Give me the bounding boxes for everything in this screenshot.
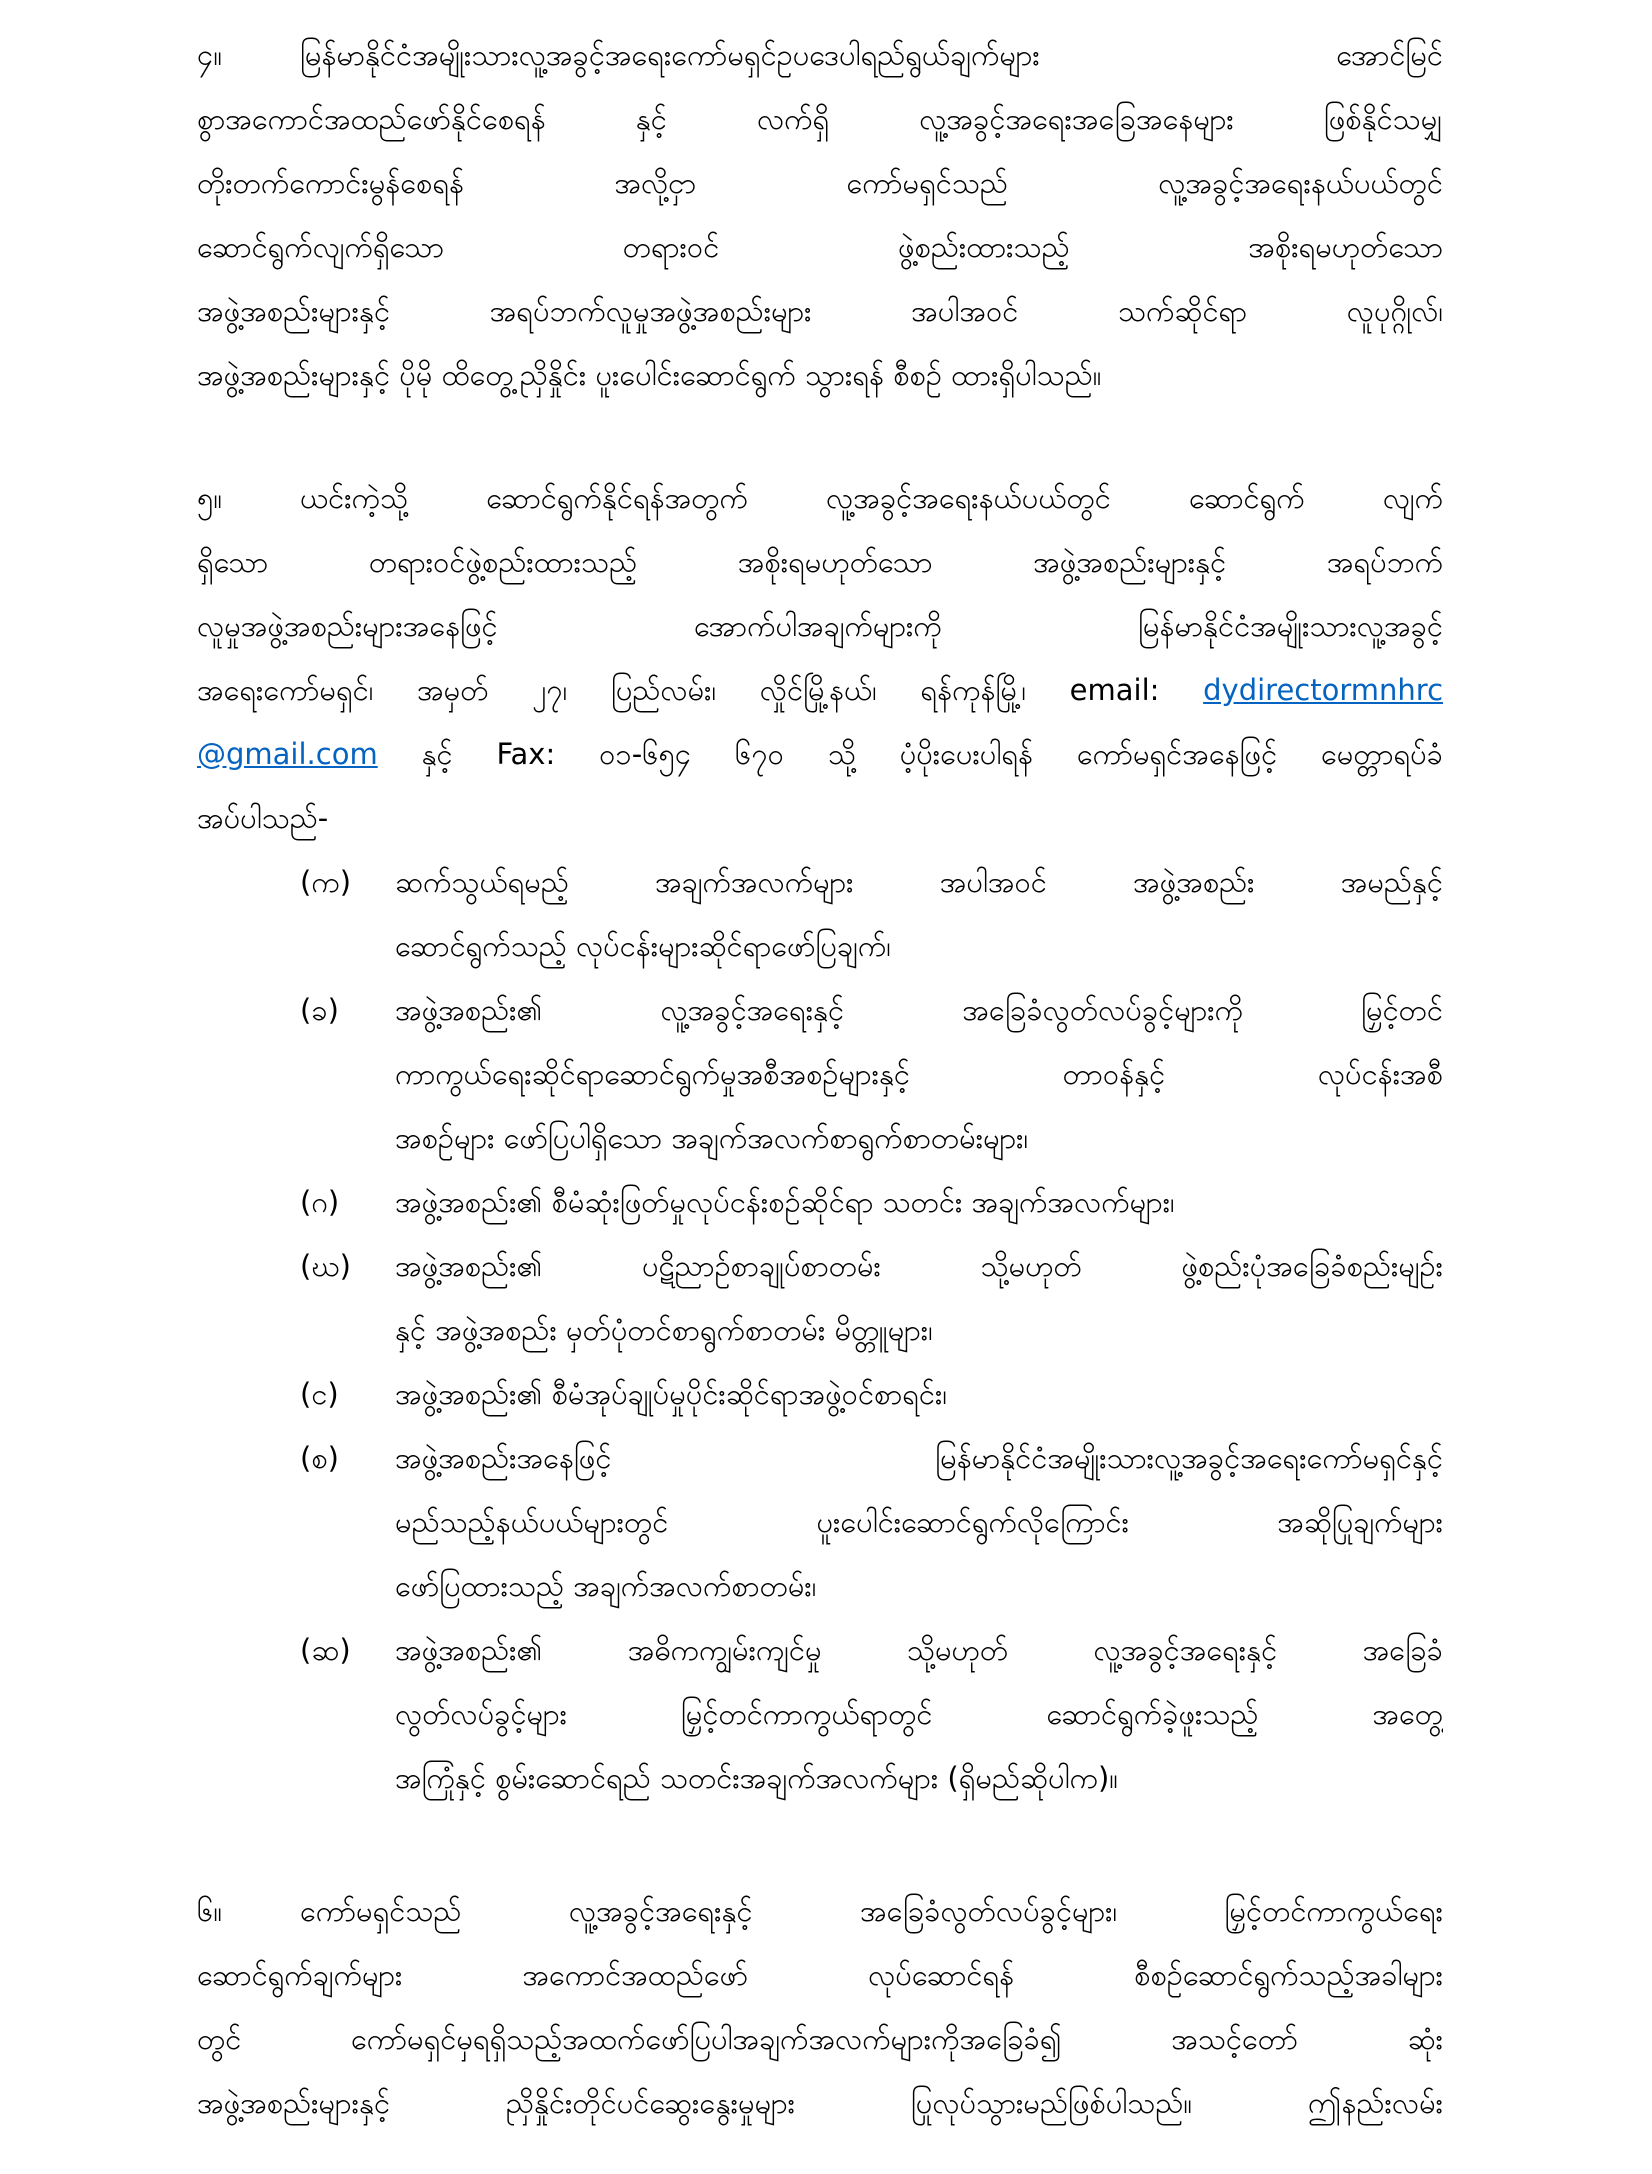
list-item-line: ကာကွယ်ရေးဆိုင်ရာဆောင်ရွက်မှုအစီအစဉ်များနှင့် တာဝန်နှင့် လုပ်ငန်းအစီ bbox=[395, 1057, 1443, 1091]
list-item-line: ဆက်သွယ်ရမည့် အချက်အလက်များ အပါအဝင် အဖွဲ့အစည်း အမည်နှင့် bbox=[395, 865, 1443, 899]
section-6-line: ဆောင်ရွက်ချက်များ အကောင်အထည်ဖော် လုပ်ဆောင်ရန် စီစဉ်ဆောင်ရွက်သည့်အခါများ bbox=[197, 1958, 1443, 1992]
section-5 bbox=[197, 466, 1443, 1810]
list-item-line: အဖွဲ့အစည်းအနေဖြင့် မြန်မာနိုင်ငံအမျိုးသားလူ့အခွင့်အရေးကော်မရှင်နှင့် bbox=[395, 1441, 1443, 1475]
email-link[interactable]: dydirectormnhrc bbox=[1203, 673, 1443, 707]
section-4-line: ဆောင်ရွက်လျက်ရှိသော တရားဝင် ဖွဲ့စည်းထားသည့် အစိုးရမဟုတ်သော bbox=[197, 230, 1443, 264]
list-item-line: အစဉ်များ ဖော်ပြပါရှိသော အချက်အလက်စာရွက်စာတမ်းများ၊ bbox=[395, 1121, 1029, 1155]
contact-address-text: အရေးကော်မရှင်၊ အမှတ် ၂၇၊ ပြည်လမ်း၊ လှိုင်မြို့နယ်၊ ရန်ကုန်မြို့၊ email: bbox=[197, 673, 1160, 707]
list-item-kha bbox=[300, 978, 1443, 1170]
list-item-label: (က) bbox=[300, 865, 352, 899]
section-4 bbox=[197, 23, 1443, 407]
list-item-line: အဖွဲ့အစည်း၏ စီမံအုပ်ချုပ်မှုပိုင်းဆိုင်ရာအဖွဲ့ဝင်စာရင်း၊ bbox=[395, 1377, 947, 1411]
list-item-ka bbox=[300, 850, 1443, 978]
section-6-line: တွင် ကော်မရှင်မှရရှိသည့်အထက်ဖော်ပြပါအချက်အလက်များကိုအခြေခံ၍ အသင့်တော် ဆုံး bbox=[197, 2022, 1443, 2056]
list-item-line: အဖွဲ့အစည်း၏ အဓိကကျွမ်းကျင်မှု သို့မဟုတ် လူ့အခွင့်အရေးနှင့် အခြေခံ bbox=[395, 1633, 1443, 1667]
section-5-line bbox=[197, 466, 1443, 530]
section-5-closing-line: အပ်ပါသည်- bbox=[197, 801, 329, 835]
section-6-line: အဖွဲ့အစည်းများနှင့် ညှိနှိုင်းတိုင်ပင်ဆွေးနွေးမှုများ ပြုလုပ်သွားမည်ဖြစ်ပါသည်။ ဤနည်းလမ်း bbox=[197, 2086, 1443, 2120]
list-item-label: (ဃ) bbox=[300, 1249, 351, 1283]
list-item-line: ဖော်ပြထားသည့် အချက်အလက်စာတမ်း၊ bbox=[395, 1569, 817, 1603]
list-item-label: (ဂ) bbox=[300, 1185, 340, 1219]
list-item-line: အဖွဲ့အစည်း၏ လူ့အခွင့်အရေးနှင့် အခြေခံလွတ်လပ်ခွင့်များကို မြှင့်တင် bbox=[395, 993, 1443, 1027]
list-item-label: (ဆ) bbox=[300, 1633, 351, 1667]
section-4-line: အဖွဲ့အစည်းများနှင့် ပိုမို ထိတွေ့ညှိနှိုင်း ပူးပေါင်းဆောင်ရွက် သွားရန် စီစဉ် ထားရှိပါသည်။ bbox=[197, 358, 1102, 392]
list-item-label: (ခ) bbox=[300, 993, 339, 1027]
section-4-line-text: မြန်မာနိုင်ငံအမျိုးသားလူ့အခွင့်အရေးကော်မရှင်ဥပဒေပါရည်ရွယ်ချက်များ အောင်မြင် bbox=[300, 38, 1443, 72]
section-4-line: အဖွဲ့အစည်းများနှင့် အရပ်ဘက်လူမှုအဖွဲ့အစည်းများ အပါအဝင် သက်ဆိုင်ရာ လူပုဂ္ဂိုလ်၊ bbox=[197, 294, 1443, 328]
list-item-gha bbox=[300, 1234, 1443, 1362]
section-5-line-text: ယင်းကဲ့သို့ ဆောင်ရွက်နိုင်ရန်အတွက် လူ့အခွင့်အရေးနယ်ပယ်တွင် ဆောင်ရွက် လျက် bbox=[300, 481, 1443, 515]
section-6-number: ၆။ bbox=[197, 1894, 223, 1928]
email-link-continued[interactable]: @gmail.com bbox=[197, 737, 378, 771]
list-item-line: အကြုံနှင့် စွမ်းဆောင်ရည် သတင်းအချက်အလက်များ (ရှိမည်ဆိုပါက)။ bbox=[395, 1761, 1119, 1795]
list-item-line: လွတ်လပ်ခွင့်များ မြှင့်တင်ကာကွယ်ရာတွင် ဆောင်ရွက်ခဲ့ဖူးသည့် အတွေ့ bbox=[395, 1697, 1443, 1731]
list-item-nga bbox=[300, 1362, 1443, 1426]
section-5-fax-line bbox=[197, 722, 1443, 786]
section-6 bbox=[197, 1879, 1443, 2135]
list-item-sa bbox=[300, 1426, 1443, 1618]
section-4-number: ၄။ bbox=[197, 38, 223, 72]
list-item-label: (စ) bbox=[300, 1441, 339, 1475]
section-5-line: ရှိသော တရားဝင်ဖွဲ့စည်းထားသည့် အစိုးရမဟုတ်သော အဖွဲ့အစည်းများနှင့် အရပ်ဘက် bbox=[197, 545, 1443, 579]
section-6-line bbox=[197, 1879, 1443, 1943]
section-5-number: ၅။ bbox=[197, 481, 223, 515]
list-item-ga bbox=[300, 1170, 1443, 1234]
list-item-line: နှင့် အဖွဲ့အစည်း မှတ်ပုံတင်စာရွက်စာတမ်း မိတ္တူများ၊ bbox=[395, 1313, 933, 1347]
list-item-line: မည်သည့်နယ်ပယ်များတွင် ပူးပေါင်းဆောင်ရွက်လိုကြောင်း အဆိုပြုချက်များ bbox=[395, 1505, 1443, 1539]
section-4-line: တိုးတက်ကောင်းမွန်စေရန် အလို့ငှာ ကော်မရှင်သည် လူ့အခွင့်အရေးနယ်ပယ်တွင် bbox=[197, 166, 1443, 200]
section-5-line: လူမှုအဖွဲ့အစည်းများအနေဖြင့် အောက်ပါအချက်များကို မြန်မာနိုင်ငံအမျိုးသားလူ့အခွင့် bbox=[197, 609, 1443, 643]
list-item-line: အဖွဲ့အစည်း၏ စီမံဆုံးဖြတ်မှုလုပ်ငန်းစဉ်ဆိုင်ရာ သတင်း အချက်အလက်များ၊ bbox=[395, 1185, 1175, 1219]
list-item-label: (င) bbox=[300, 1377, 339, 1411]
section-4-line: စွာအကောင်အထည်ဖော်နိုင်စေရန် နှင့် လက်ရှိ လူ့အခွင့်အရေးအခြေအနေများ ဖြစ်နိုင်သမျှ bbox=[197, 102, 1443, 136]
section-4-line bbox=[197, 23, 1443, 87]
list-item-hsa bbox=[300, 1618, 1443, 1810]
section-5-contact-line bbox=[197, 658, 1443, 722]
list-item-line: အဖွဲ့အစည်း၏ ပဋိညာဉ်စာချုပ်စာတမ်း သို့မဟုတ် ဖွဲ့စည်းပုံအခြေခံစည်းမျဉ်း bbox=[395, 1249, 1443, 1283]
fax-text: နှင့် Fax: ၀၁-၆၅၄ ၆၇၀ သို့ ပံ့ပိုးပေးပါရန် ကော်မရှင်အနေဖြင့် မေတ္တာရပ်ခံ bbox=[421, 737, 1443, 771]
section-6-line-text: ကော်မရှင်သည် လူ့အခွင့်အရေးနှင့် အခြေခံလွတ်လပ်ခွင့်များ၊ မြှင့်တင်ကာကွယ်ရေး bbox=[300, 1894, 1443, 1928]
list-item-line: ဆောင်ရွက်သည့် လုပ်ငန်းများဆိုင်ရာဖော်ပြချက်၊ bbox=[395, 929, 891, 963]
